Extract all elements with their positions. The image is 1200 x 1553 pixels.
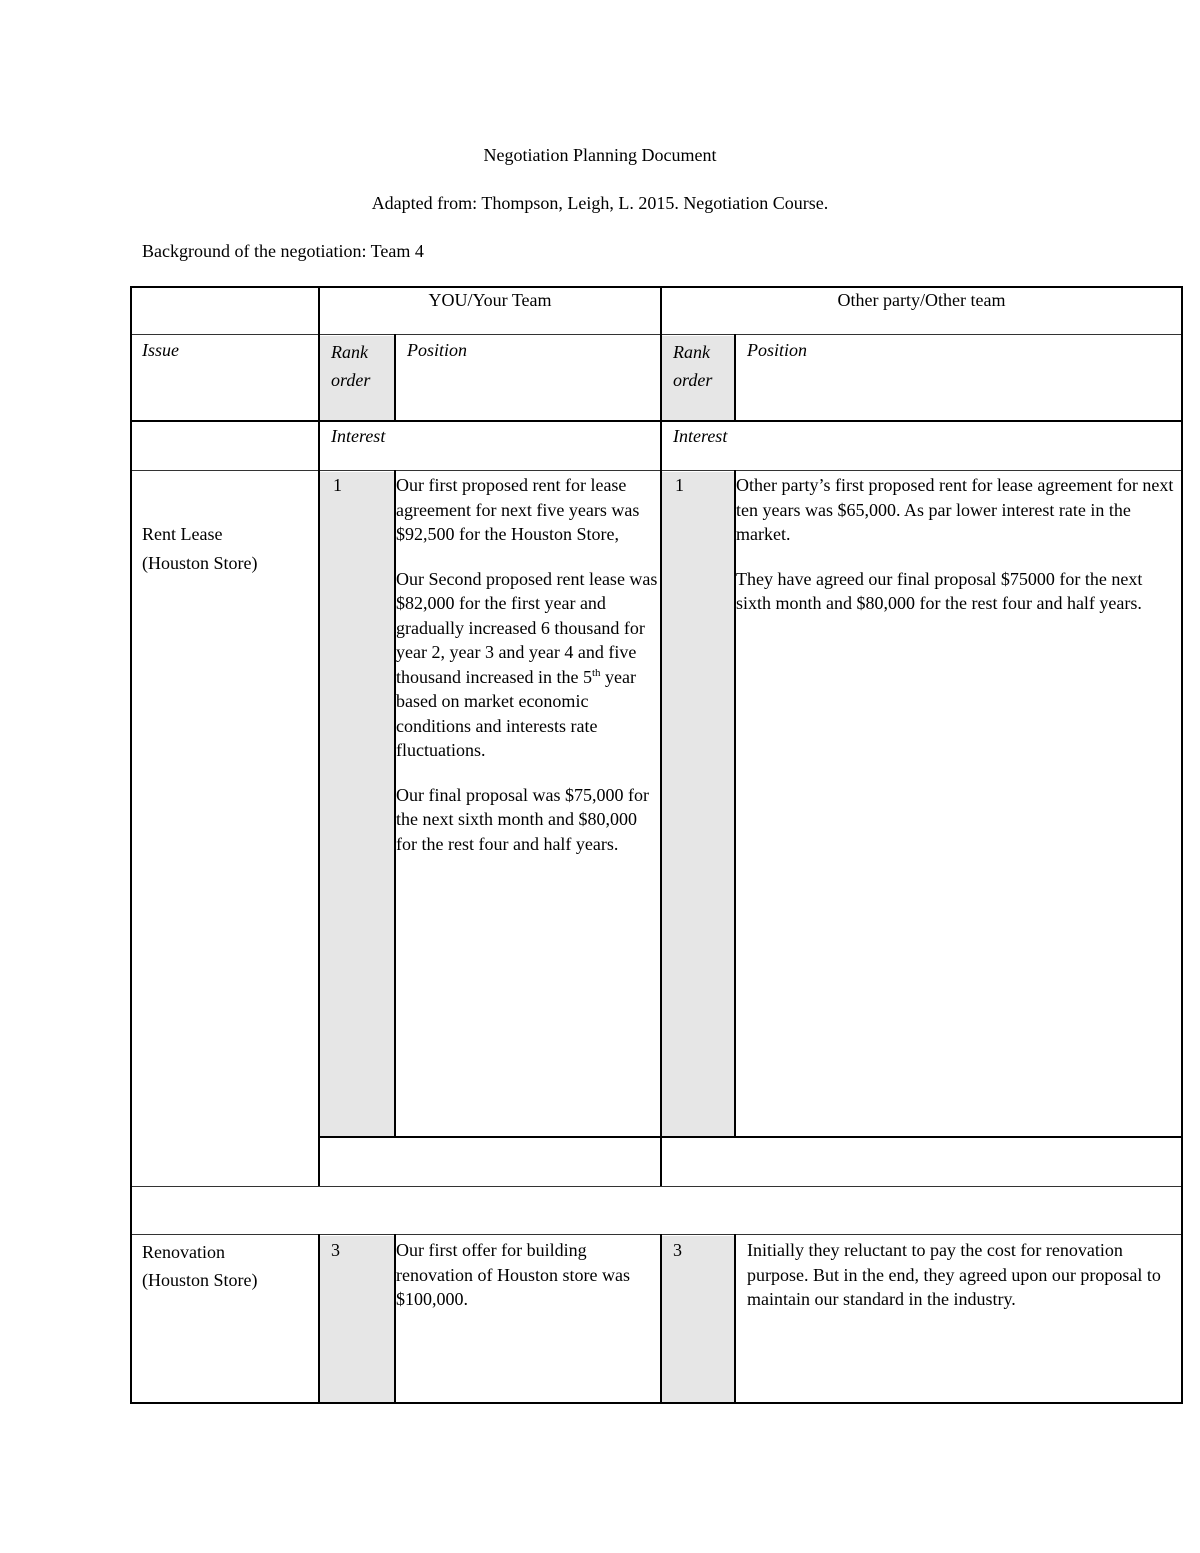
issue-rent-lease — [142, 520, 258, 578]
col-line-mid-2 — [660, 1234, 662, 1404]
issue-renovation-line1: Renovation — [142, 1242, 225, 1262]
col-line-you-rank — [394, 334, 396, 422]
you-rank-label-line2: order — [331, 370, 371, 390]
you-position-rent-sup: th — [591, 666, 601, 679]
other-rank-renovation: 3 — [673, 1240, 682, 1260]
other-position-rent-p2: They have agreed our final proposal $75000 for the next sixth month and $80,000 for the rest four and half years. — [736, 568, 1143, 613]
col-line-mid — [660, 286, 662, 1186]
issue-renovation — [142, 1238, 258, 1294]
you-rank-shade-2 — [320, 472, 394, 1136]
you-team-header: YOU/Your Team — [428, 290, 552, 310]
you-position-renovation: Our first offer for building renovation of Houston store was $100,000. — [396, 1240, 630, 1309]
other-rank-label-line1: Rank — [673, 342, 710, 362]
other-position-renovation: Initially they reluctant to pay the cost for renovation purpose. But in the end, they agreed upon our proposal to maintain our standard in the industry. — [747, 1240, 1161, 1309]
other-rank-label — [673, 338, 712, 394]
you-position-rent-p2-cont: year based on market economic conditions and interests rate fluctuations. — [396, 666, 636, 760]
row-line-6 — [130, 1234, 1183, 1235]
you-position-rent-p3: Our final proposal was $75,000 for the next sixth month and $80,000 for the rest four and half years. — [396, 784, 649, 854]
page-title: Negotiation Planning Document — [483, 145, 717, 165]
col-line-issue — [318, 286, 320, 1186]
issue-label: Issue — [142, 340, 179, 360]
table-border-left — [130, 286, 132, 1404]
you-interest-label: Interest — [331, 426, 386, 446]
other-rank-rent: 1 — [675, 475, 684, 495]
you-position-rent-p2-text: Our Second proposed rent lease was $82,000 for the first year and gradually increased 6 thousand for year 2, year 3 and year 4 and five thousand increased in the 5 — [396, 568, 658, 687]
adapted-from: Adapted from: Thompson, Leigh, L. 2015. Negotiation Course. — [371, 193, 829, 213]
row-line-4 — [318, 1136, 1183, 1138]
issue-renovation-line2: (Houston Store) — [142, 1270, 258, 1290]
other-position-rent-p1: Other party’s first proposed rent for lease agreement for next ten years was $65,000. As par lower interest rate in the market. — [736, 475, 1174, 544]
other-position-rent — [736, 473, 1176, 616]
background-line: Background of the negotiation: Team 4 — [142, 241, 424, 261]
you-position-rent-p2 — [396, 567, 660, 763]
row-line-1 — [130, 334, 1183, 335]
row-line-5 — [130, 1186, 1183, 1187]
row-line-2 — [130, 420, 1183, 422]
you-rank-label — [331, 338, 370, 394]
table-border-bottom — [130, 1402, 1183, 1404]
issue-rent-lease-line1: Rent Lease — [142, 524, 223, 544]
you-position-rent-p1: Our first proposed rent for lease agreement for next five years was $92,500 for the Houston Store, — [396, 475, 640, 544]
you-position-rent — [396, 473, 660, 856]
issue-rent-lease-line2: (Houston Store) — [142, 553, 258, 573]
other-team-header: Other party/Other team — [837, 290, 1006, 310]
you-position-label: Position — [407, 340, 468, 360]
negotiation-table — [130, 286, 1183, 1404]
other-interest-label: Interest — [673, 426, 728, 446]
other-rank-shade-2 — [662, 472, 736, 1136]
col-line-other-rank — [734, 334, 736, 422]
you-rank-rent: 1 — [333, 475, 342, 495]
other-position-label: Position — [747, 340, 808, 360]
row-line-3 — [130, 470, 1183, 471]
other-rank-label-line2: order — [673, 370, 713, 390]
you-rank-renovation: 3 — [331, 1240, 340, 1260]
col-line-issue-2 — [318, 1234, 320, 1404]
you-rank-label-line1: Rank — [331, 342, 368, 362]
col-line-other-rank-3 — [734, 1234, 736, 1404]
table-border-right — [1181, 286, 1183, 1404]
